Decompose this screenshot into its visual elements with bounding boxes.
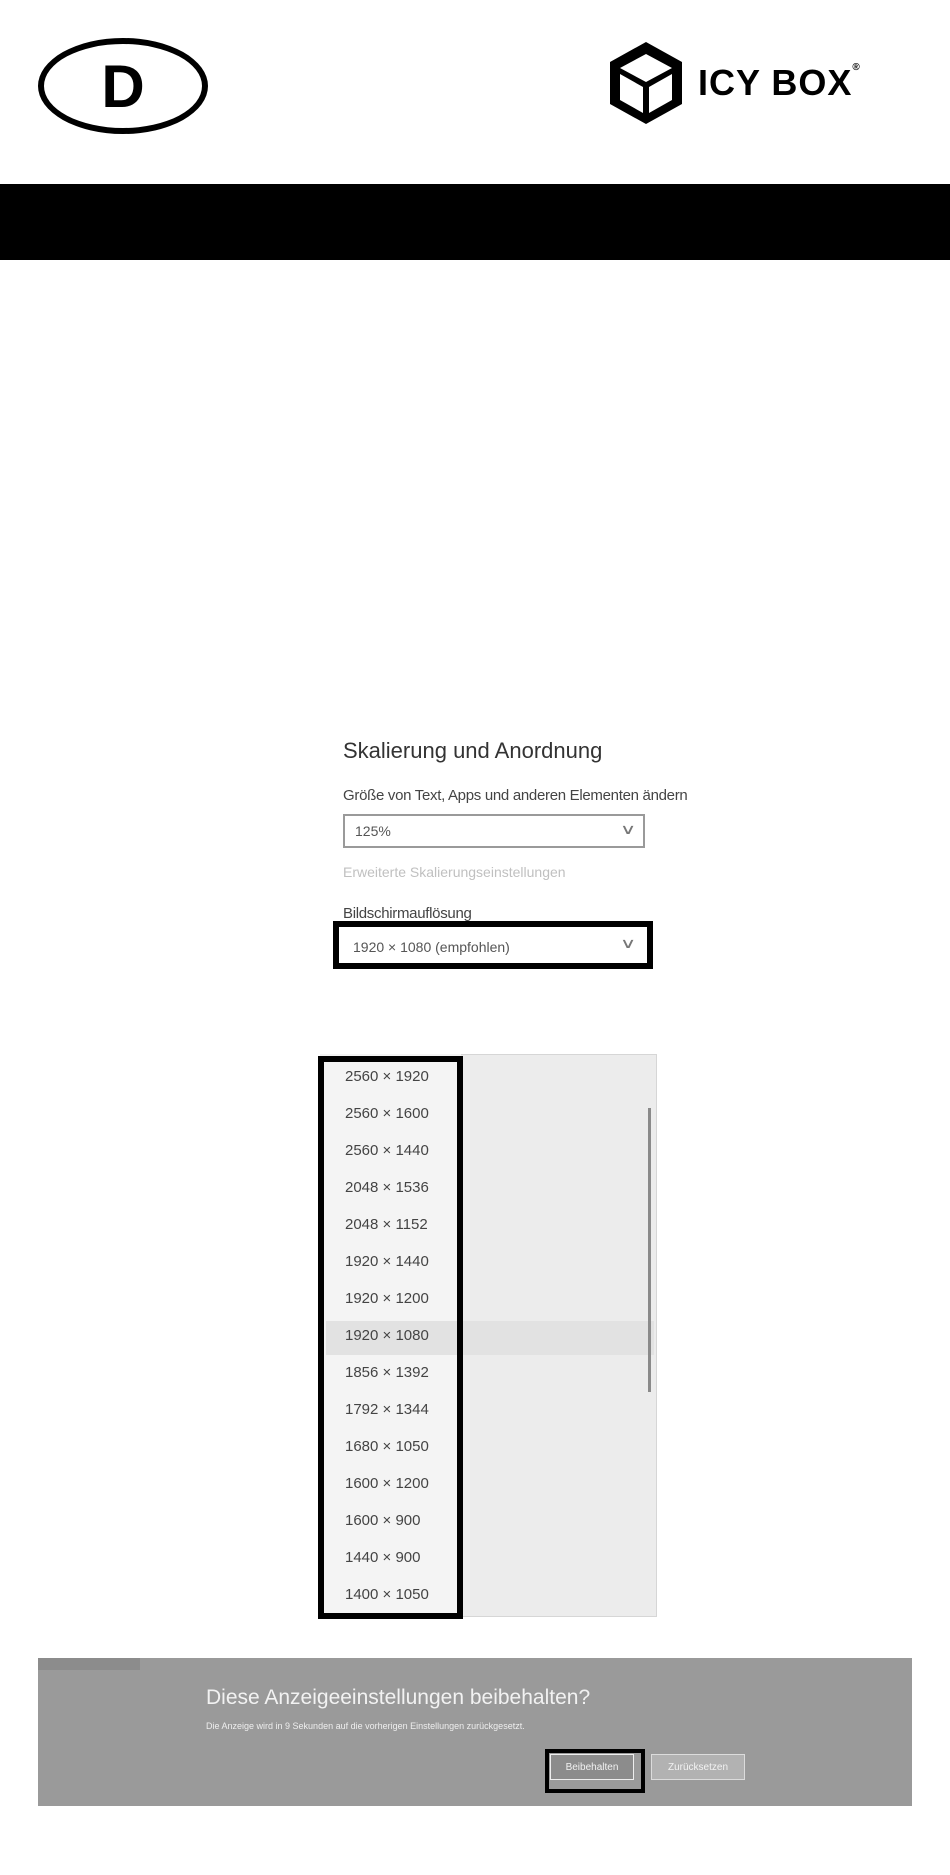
resolution-list-highlight bbox=[318, 1056, 463, 1619]
resolution-list-item[interactable]: 2048 × 1152 bbox=[345, 1216, 428, 1233]
resolution-list-item[interactable]: 2048 × 1536 bbox=[345, 1179, 429, 1196]
resolution-list-item[interactable]: 2560 × 1600 bbox=[345, 1105, 429, 1122]
confirm-dialog bbox=[38, 1658, 912, 1806]
section-title: Skalierung und Anordnung bbox=[343, 738, 603, 763]
resolution-list-item[interactable]: 1600 × 1200 bbox=[345, 1475, 429, 1492]
advanced-scaling-link[interactable]: Erweiterte Skalierungseinstellungen bbox=[343, 864, 566, 880]
cube-icon bbox=[606, 38, 686, 128]
resolution-list-item[interactable]: 2560 × 1920 bbox=[345, 1068, 429, 1085]
chevron-down-icon: ∨ bbox=[619, 935, 637, 951]
keep-button-highlight bbox=[545, 1749, 645, 1793]
resolution-list-item[interactable]: 1440 × 900 bbox=[345, 1549, 421, 1566]
chevron-down-icon: ∨ bbox=[619, 821, 637, 837]
dialog-title: Diese Anzeigeeinstellungen beibehalten? bbox=[206, 1686, 591, 1709]
revert-button[interactable]: Zurücksetzen bbox=[651, 1754, 745, 1780]
resolution-dropdown[interactable] bbox=[343, 932, 643, 962]
scrollbar[interactable] bbox=[648, 1108, 651, 1392]
dialog-accent bbox=[38, 1658, 140, 1670]
scale-dropdown[interactable] bbox=[343, 814, 645, 848]
resolution-list-item[interactable]: 1856 × 1392 bbox=[345, 1364, 429, 1381]
section-header-bar bbox=[0, 184, 950, 260]
scale-value: 125% bbox=[355, 823, 391, 839]
resolution-list-item[interactable]: 1920 × 1200 bbox=[345, 1290, 429, 1307]
resolution-list-item[interactable]: 1680 × 1050 bbox=[345, 1438, 429, 1455]
region-badge: D bbox=[38, 38, 208, 134]
keep-button[interactable]: Beibehalten bbox=[550, 1754, 634, 1780]
resolution-value: 1920 × 1080 (empfohlen) bbox=[353, 939, 510, 955]
resolution-list-item[interactable]: 1400 × 1050 bbox=[345, 1586, 429, 1603]
dialog-message: Die Anzeige wird in 9 Sekunden auf die vorherigen Einstellungen zurückgesetzt. bbox=[206, 1721, 525, 1731]
brand-name: ICY BOX® bbox=[698, 62, 861, 103]
resolution-list-item[interactable]: 1920 × 1440 bbox=[345, 1253, 429, 1270]
resolution-list-item[interactable]: 1792 × 1344 bbox=[345, 1401, 429, 1418]
resolution-list-item[interactable]: 1920 × 1080 bbox=[345, 1327, 429, 1344]
scale-label: Größe von Text, Apps und anderen Elementen ändern bbox=[343, 787, 688, 804]
brand-logo bbox=[606, 38, 861, 128]
resolution-list-item[interactable]: 2560 × 1440 bbox=[345, 1142, 429, 1159]
resolution-list-item[interactable]: 1600 × 900 bbox=[345, 1512, 421, 1529]
resolution-label: Bildschirmauflösung bbox=[343, 905, 472, 922]
